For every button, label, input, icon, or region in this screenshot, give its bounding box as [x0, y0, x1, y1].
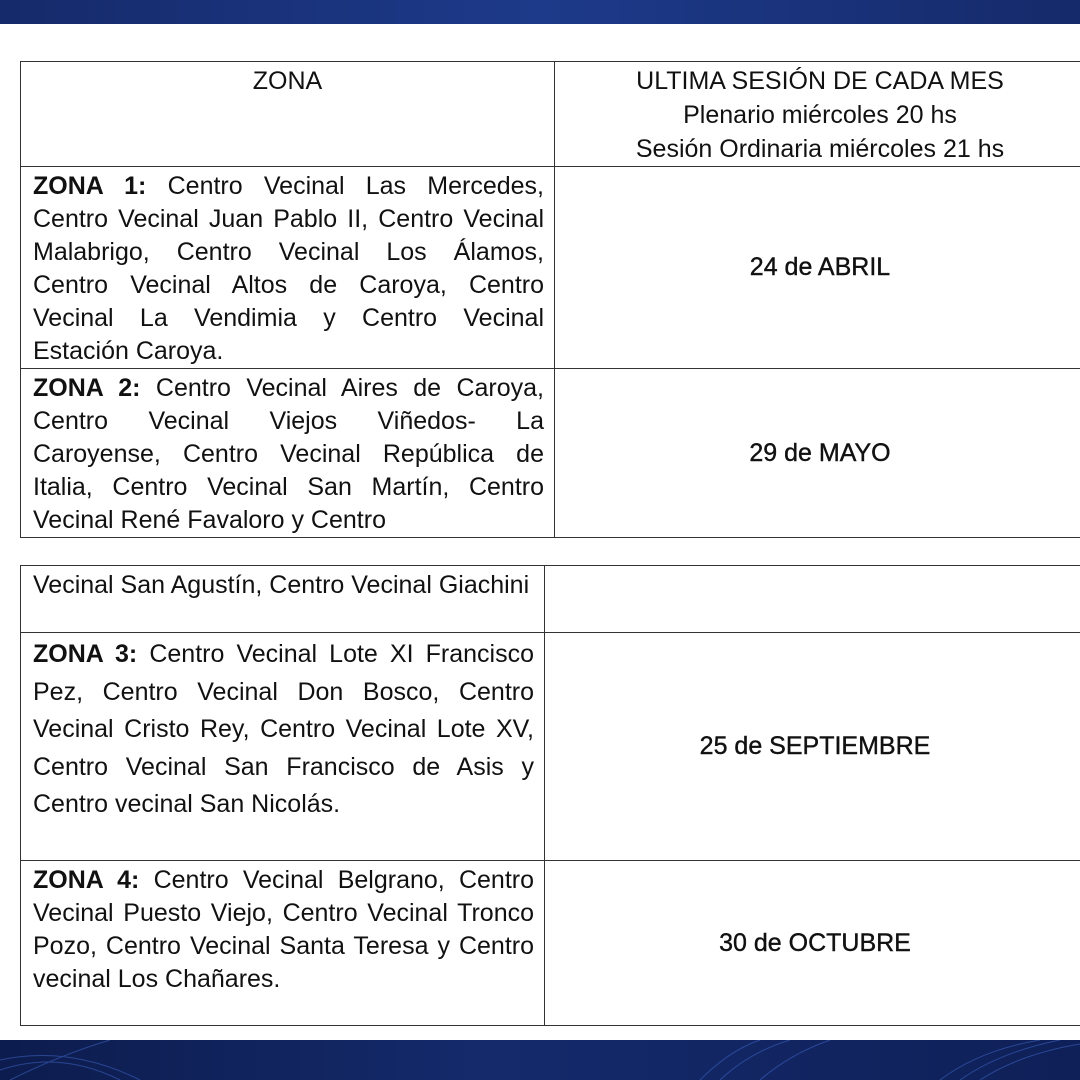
zone-4-date-cell [545, 861, 1080, 1026]
top-decorative-bar [0, 0, 1080, 24]
column-header-session [555, 62, 1080, 167]
zone-2-date-cell [555, 369, 1080, 538]
zone-4-date: 30 de OCTUBRE [719, 928, 911, 957]
zone-1-text: Centro Vecinal Las Mercedes, Centro Vecinal Juan Pablo II, Centro Vecinal Malabrigo, Centro Vecinal Los Álamos, Centro Vecinal Altos de Caroya, Centro Vecinal La Vendimia y Centro Vecinal Estación Caroya. [33, 172, 544, 365]
zona-header-label: ZONA [252, 67, 323, 95]
zone-4-text: Centro Vecinal Belgrano, Centro Vecinal Puesto Viejo, Centro Vecinal Tronco Pozo, Centro Vecinal Santa Teresa y Centro vecinal Los Chañares. [33, 866, 534, 993]
zone-1-date: 24 de ABRIL [749, 253, 891, 281]
table-row-zona-1 [21, 167, 1080, 369]
zone-2-date: 29 de MAYO [749, 438, 891, 467]
zone-4-label: ZONA 4: [33, 866, 140, 894]
bottom-decorative-bar [0, 1040, 1080, 1080]
session-header-line-1: ULTIMA SESIÓN DE CADA MES [636, 67, 1004, 95]
zone-3-description [21, 633, 545, 861]
table-row-zona-3 [21, 633, 1080, 861]
zone-3-date-cell [545, 633, 1080, 861]
zone-3-text: Centro Vecinal Lote XI Francisco Pez, Centro Vecinal Don Bosco, Centro Vecinal Cristo Rey, Centro Vecinal Lote XV, Centro Vecinal San Francisco de Asis y Centro vecinal San Nicolás. [33, 640, 534, 818]
zone-3-label: ZONA 3: [33, 640, 138, 668]
zone-1-label: ZONA 1: [33, 172, 147, 200]
zone-2-continuation [21, 566, 545, 633]
zone-3-date: 25 de SEPTIEMBRE [699, 732, 931, 760]
schedule-table-part-1 [20, 61, 1080, 538]
table-row-zona-2 [21, 369, 1080, 538]
zone-2-label: ZONA 2: [33, 374, 141, 402]
zone-2-continuation-empty-cell [545, 566, 1080, 633]
zone-2-continuation-text: Vecinal San Agustín, Centro Vecinal Giachini [33, 571, 530, 599]
session-header-line-3: Sesión Ordinaria miércoles 21 hs [635, 135, 1005, 163]
zone-1-date-cell [555, 167, 1080, 369]
schedule-table-part-2 [20, 565, 1080, 1026]
zone-1-description [21, 167, 555, 369]
zone-4-description [21, 861, 545, 1026]
zone-2-text: Centro Vecinal Aires de Caroya, Centro Vecinal Viejos Viñedos- La Caroyense, Centro Vecinal República de Italia, Centro Vecinal San Martín, Centro Vecinal René Favaloro y Centro [33, 374, 544, 534]
table-header-row [21, 62, 1080, 167]
bottom-wave-decoration [0, 1040, 1080, 1080]
zone-2-description [21, 369, 555, 538]
column-header-zona [21, 62, 555, 167]
table-row-zona-4 [21, 861, 1080, 1026]
table-row-zona-2-continued [21, 566, 1080, 633]
session-header-line-2: Plenario miércoles 20 hs [683, 101, 957, 129]
